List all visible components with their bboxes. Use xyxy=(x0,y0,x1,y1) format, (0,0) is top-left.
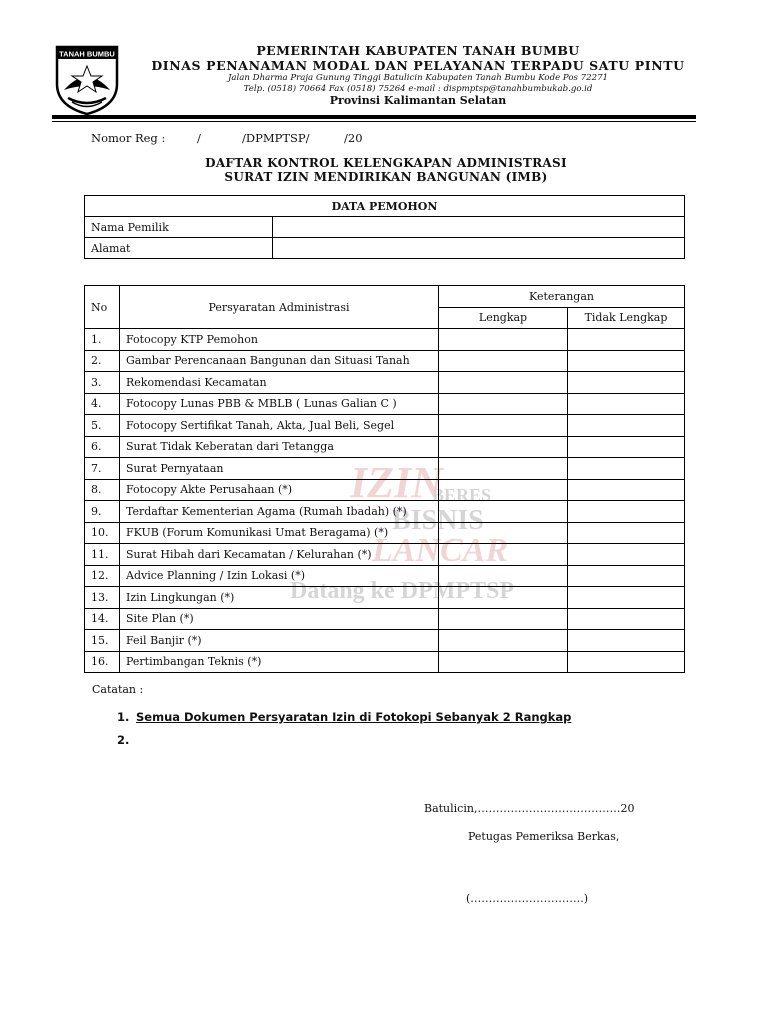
requirement-number: 14. xyxy=(85,608,120,630)
incomplete-check-cell[interactable] xyxy=(568,458,685,480)
requirements-table xyxy=(84,285,685,673)
reg-code: /DPMPTSP/ xyxy=(242,131,310,145)
requirement-text: Surat Hibah dari Kecamatan / Kelurahan (*) xyxy=(120,544,439,566)
complete-check-cell[interactable] xyxy=(439,350,568,372)
incomplete-check-cell[interactable] xyxy=(568,544,685,566)
requirement-row xyxy=(85,544,685,566)
requirement-text: Fotocopy Lunas PBB & MBLB ( Lunas Galian C ) xyxy=(120,393,439,415)
requirement-number: 11. xyxy=(85,544,120,566)
requirement-number: 8. xyxy=(85,479,120,501)
watermark-word-1: IZIN xyxy=(350,458,443,507)
requirement-text: Terdaftar Kementerian Agama (Rumah Ibadah) (*) xyxy=(120,501,439,523)
requirement-number: 5. xyxy=(85,415,120,437)
agency-contact: Telp. (0518) 70664 Fax (0518) 75264 e-mail : dispmptsp@tanahbumbukab.go.id xyxy=(243,84,593,94)
applicant-heading: DATA PEMOHON xyxy=(85,196,685,217)
doc-title: DAFTAR KONTROL KELENGKAPAN ADMINISTRASI xyxy=(205,156,567,170)
requirement-row xyxy=(85,458,685,480)
incomplete-check-cell[interactable] xyxy=(568,415,685,437)
requirement-row xyxy=(85,350,685,372)
incomplete-check-cell[interactable] xyxy=(568,350,685,372)
requirement-row xyxy=(85,608,685,630)
incomplete-check-cell[interactable] xyxy=(568,372,685,394)
doc-subtitle: SURAT IZIN MENDIRIKAN BANGUNAN (IMB) xyxy=(224,170,548,184)
watermark-tagline: Datang ke DPMPTSP xyxy=(290,578,514,604)
incomplete-check-cell[interactable] xyxy=(568,501,685,523)
col-requirement-header: Persyaratan Administrasi xyxy=(120,286,439,329)
complete-check-cell[interactable] xyxy=(439,651,568,673)
complete-check-cell[interactable] xyxy=(439,501,568,523)
requirement-number: 3. xyxy=(85,372,120,394)
complete-check-cell[interactable] xyxy=(439,544,568,566)
complete-check-cell[interactable] xyxy=(439,458,568,480)
reg-label: Nomor Reg : xyxy=(91,131,166,145)
reg-year: /20 xyxy=(344,131,363,145)
requirement-number: 12. xyxy=(85,565,120,587)
applicant-table xyxy=(84,195,685,259)
requirement-row xyxy=(85,436,685,458)
requirement-number: 1. xyxy=(85,329,120,351)
requirement-row xyxy=(85,565,685,587)
complete-check-cell[interactable] xyxy=(439,436,568,458)
requirement-text: Izin Lingkungan (*) xyxy=(120,587,439,609)
complete-check-cell[interactable] xyxy=(439,608,568,630)
requirement-number: 4. xyxy=(85,393,120,415)
address-label: Alamat xyxy=(85,238,273,259)
requirement-text: Pertimbangan Teknis (*) xyxy=(120,651,439,673)
requirement-number: 6. xyxy=(85,436,120,458)
requirement-number: 7. xyxy=(85,458,120,480)
place-date: Batulicin,…………………………………20 xyxy=(424,802,635,815)
requirement-text: Surat Tidak Keberatan dari Tetangga xyxy=(120,436,439,458)
requirement-row xyxy=(85,651,685,673)
col-no-header: No xyxy=(85,286,120,329)
regency-logo xyxy=(54,44,120,116)
requirement-number: 15. xyxy=(85,630,120,652)
requirement-text: Rekomendasi Kecamatan xyxy=(120,372,439,394)
requirement-row xyxy=(85,393,685,415)
col-incomplete-header: Tidak Lengkap xyxy=(568,307,685,329)
complete-check-cell[interactable] xyxy=(439,393,568,415)
letterhead-rule-thin xyxy=(52,121,696,122)
requirement-text: Fotocopy KTP Pemohon xyxy=(120,329,439,351)
incomplete-check-cell[interactable] xyxy=(568,651,685,673)
requirement-number: 13. xyxy=(85,587,120,609)
complete-check-cell[interactable] xyxy=(439,522,568,544)
requirement-row xyxy=(85,479,685,501)
requirement-row xyxy=(85,501,685,523)
requirement-text: Advice Planning / Izin Lokasi (*) xyxy=(120,565,439,587)
watermark-word-2: BERES xyxy=(432,485,492,505)
agency-address: Jalan Dharma Praja Gunung Tinggi Batulicin Kabupaten Tanah Bumbu Kode Pos 72271 xyxy=(227,73,609,83)
col-complete-header: Lengkap xyxy=(439,307,568,329)
requirement-row xyxy=(85,522,685,544)
incomplete-check-cell[interactable] xyxy=(568,393,685,415)
requirement-text: Surat Pernyataan xyxy=(120,458,439,480)
requirement-text: Gambar Perencanaan Bangunan dan Situasi Tanah xyxy=(120,350,439,372)
address-field[interactable] xyxy=(273,238,685,259)
requirement-row xyxy=(85,329,685,351)
complete-check-cell[interactable] xyxy=(439,565,568,587)
logo-label: TANAH BUMBU xyxy=(59,49,115,59)
requirement-text: Fotocopy Akte Perusahaan (*) xyxy=(120,479,439,501)
complete-check-cell[interactable] xyxy=(439,630,568,652)
complete-check-cell[interactable] xyxy=(439,329,568,351)
note-1-text: Semua Dokumen Persyaratan Izin di Fotokopi Sebanyak 2 Rangkap xyxy=(136,710,572,724)
officer-role: Petugas Pemeriksa Berkas, xyxy=(468,830,620,843)
requirement-row xyxy=(85,630,685,652)
requirement-number: 16. xyxy=(85,651,120,673)
complete-check-cell[interactable] xyxy=(439,372,568,394)
watermark-word-3: BISNIS xyxy=(392,505,484,536)
province-name: Provinsi Kalimantan Selatan xyxy=(329,94,507,107)
owner-name-field[interactable] xyxy=(273,217,685,238)
col-notes-header: Keterangan xyxy=(439,286,685,308)
requirement-text: Fotocopy Sertifikat Tanah, Akta, Jual Beli, Segel xyxy=(120,415,439,437)
requirement-text: Feil Banjir (*) xyxy=(120,630,439,652)
note-2-number: 2. xyxy=(117,733,130,747)
incomplete-check-cell[interactable] xyxy=(568,329,685,351)
owner-name-label: Nama Pemilik xyxy=(85,217,273,238)
reg-slash: / xyxy=(197,131,201,145)
incomplete-check-cell[interactable] xyxy=(568,565,685,587)
notes-label: Catatan : xyxy=(92,683,144,696)
letterhead-rule xyxy=(52,115,696,119)
complete-check-cell[interactable] xyxy=(439,415,568,437)
requirement-row xyxy=(85,415,685,437)
incomplete-check-cell[interactable] xyxy=(568,608,685,630)
complete-check-cell[interactable] xyxy=(439,479,568,501)
incomplete-check-cell[interactable] xyxy=(568,630,685,652)
agency-name: DINAS PENANAMAN MODAL DAN PELAYANAN TERPADU SATU PINTU xyxy=(151,58,685,73)
requirement-number: 9. xyxy=(85,501,120,523)
requirement-row xyxy=(85,372,685,394)
signature-name-line: (………………………….) xyxy=(466,892,589,905)
government-name: PEMERINTAH KABUPATEN TANAH BUMBU xyxy=(256,43,580,58)
requirement-number: 2. xyxy=(85,350,120,372)
incomplete-check-cell[interactable] xyxy=(568,522,685,544)
complete-check-cell[interactable] xyxy=(439,587,568,609)
requirement-number: 10. xyxy=(85,522,120,544)
incomplete-check-cell[interactable] xyxy=(568,587,685,609)
requirement-text: FKUB (Forum Komunikasi Umat Beragama) (*) xyxy=(120,522,439,544)
watermark-word-4: LANCAR xyxy=(372,532,509,569)
incomplete-check-cell[interactable] xyxy=(568,436,685,458)
requirement-row xyxy=(85,587,685,609)
requirement-text: Site Plan (*) xyxy=(120,608,439,630)
incomplete-check-cell[interactable] xyxy=(568,479,685,501)
note-1-number: 1. xyxy=(117,710,130,724)
